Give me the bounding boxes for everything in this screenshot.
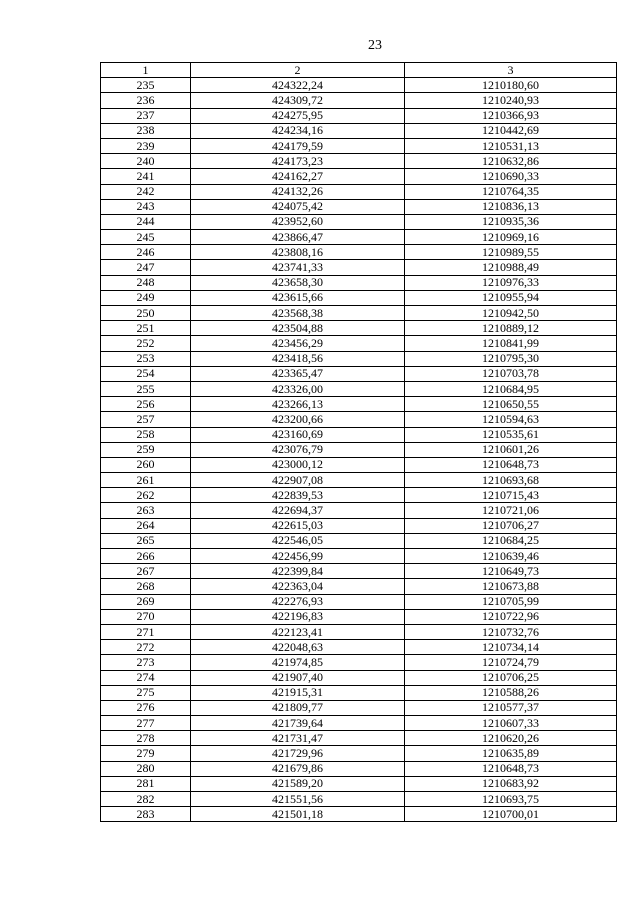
table-cell-col-3: 1210942,50	[405, 306, 617, 321]
table-row	[101, 488, 617, 503]
table-cell-col-2: 423365,47	[191, 366, 405, 381]
table-cell-col-2: 422123,41	[191, 624, 405, 639]
table-header	[101, 63, 617, 78]
table-cell-col-1: 274	[101, 670, 191, 685]
table-cell-col-3: 1210649,73	[405, 564, 617, 579]
table-cell-col-1: 275	[101, 685, 191, 700]
table-row	[101, 154, 617, 169]
table-cell-col-1: 237	[101, 108, 191, 123]
column-header-1: 1	[101, 63, 191, 78]
table-cell-col-2: 421551,56	[191, 792, 405, 807]
table-row	[101, 397, 617, 412]
table-row	[101, 776, 617, 791]
table-cell-col-3: 1210632,86	[405, 154, 617, 169]
table-cell-col-1: 279	[101, 746, 191, 761]
table-cell-col-2: 423266,13	[191, 397, 405, 412]
table-cell-col-3: 1210693,68	[405, 473, 617, 488]
table-cell-col-1: 244	[101, 214, 191, 229]
table-cell-col-3: 1210764,35	[405, 184, 617, 199]
table-cell-col-3: 1210240,93	[405, 93, 617, 108]
table-cell-col-3: 1210531,13	[405, 138, 617, 153]
table-cell-col-2: 422615,03	[191, 518, 405, 533]
table-cell-col-2: 423504,88	[191, 321, 405, 336]
table-row	[101, 670, 617, 685]
table-row	[101, 169, 617, 184]
table-cell-col-2: 423568,38	[191, 306, 405, 321]
table-row	[101, 518, 617, 533]
table-cell-col-2: 424234,16	[191, 123, 405, 138]
table-cell-col-1: 246	[101, 245, 191, 260]
table-cell-col-2: 421731,47	[191, 731, 405, 746]
table-cell-col-2: 424309,72	[191, 93, 405, 108]
table-row	[101, 807, 617, 822]
table-cell-col-3: 1210684,25	[405, 533, 617, 548]
table-cell-col-1: 263	[101, 503, 191, 518]
table-cell-col-2: 423000,12	[191, 457, 405, 472]
table-cell-col-3: 1210724,79	[405, 655, 617, 670]
table-cell-col-2: 423952,60	[191, 214, 405, 229]
table-cell-col-2: 423658,30	[191, 275, 405, 290]
table-cell-col-3: 1210955,94	[405, 290, 617, 305]
table-cell-col-1: 261	[101, 473, 191, 488]
table-cell-col-3: 1210366,93	[405, 108, 617, 123]
table-cell-col-2: 423866,47	[191, 230, 405, 245]
table-row	[101, 275, 617, 290]
table-row	[101, 716, 617, 731]
table-row	[101, 533, 617, 548]
table-cell-col-3: 1210715,43	[405, 488, 617, 503]
table-cell-col-1: 272	[101, 640, 191, 655]
page-number: 23	[368, 38, 382, 53]
table-cell-col-2: 423615,66	[191, 290, 405, 305]
table-cell-col-3: 1210620,26	[405, 731, 617, 746]
table-cell-col-1: 271	[101, 624, 191, 639]
table-row	[101, 640, 617, 655]
table-row	[101, 138, 617, 153]
table-cell-col-2: 423808,16	[191, 245, 405, 260]
table-cell-col-1: 236	[101, 93, 191, 108]
table-cell-col-3: 1210588,26	[405, 685, 617, 700]
table-cell-col-1: 265	[101, 533, 191, 548]
table-row	[101, 230, 617, 245]
table-cell-col-2: 423326,00	[191, 381, 405, 396]
table-cell-col-1: 254	[101, 366, 191, 381]
table-row	[101, 260, 617, 275]
table-cell-col-2: 424162,27	[191, 169, 405, 184]
table-row	[101, 579, 617, 594]
table-cell-col-1: 268	[101, 579, 191, 594]
table-cell-col-3: 1210969,16	[405, 230, 617, 245]
table-cell-col-1: 238	[101, 123, 191, 138]
table-cell-col-1: 269	[101, 594, 191, 609]
table-cell-col-3: 1210594,63	[405, 412, 617, 427]
table-cell-col-2: 424275,95	[191, 108, 405, 123]
table-cell-col-1: 262	[101, 488, 191, 503]
table-cell-col-2: 421739,64	[191, 716, 405, 731]
table-cell-col-3: 1210673,88	[405, 579, 617, 594]
table-cell-col-3: 1210703,78	[405, 366, 617, 381]
table-row	[101, 381, 617, 396]
table-cell-col-3: 1210535,61	[405, 427, 617, 442]
table-cell-col-3: 1210976,33	[405, 275, 617, 290]
table-row	[101, 473, 617, 488]
table-cell-col-1: 252	[101, 336, 191, 351]
table-cell-col-1: 241	[101, 169, 191, 184]
column-header-2: 2	[191, 63, 405, 78]
table-cell-col-1: 242	[101, 184, 191, 199]
table-cell-col-3: 1210650,55	[405, 397, 617, 412]
table-cell-col-1: 273	[101, 655, 191, 670]
table-cell-col-3: 1210690,33	[405, 169, 617, 184]
table-cell-col-1: 283	[101, 807, 191, 822]
table-row	[101, 609, 617, 624]
table-cell-col-2: 424173,23	[191, 154, 405, 169]
table-cell-col-1: 267	[101, 564, 191, 579]
table-row	[101, 731, 617, 746]
table-cell-col-1: 240	[101, 154, 191, 169]
table-cell-col-3: 1210180,60	[405, 78, 617, 93]
table-cell-col-2: 422363,04	[191, 579, 405, 594]
column-header-3: 3	[405, 63, 617, 78]
table-cell-col-1: 276	[101, 700, 191, 715]
table-cell-col-2: 421679,86	[191, 761, 405, 776]
table-cell-col-2: 421907,40	[191, 670, 405, 685]
table-row	[101, 214, 617, 229]
table-row	[101, 78, 617, 93]
table-cell-col-1: 256	[101, 397, 191, 412]
table-cell-col-1: 251	[101, 321, 191, 336]
table-cell-col-1: 243	[101, 199, 191, 214]
table-cell-col-2: 422276,93	[191, 594, 405, 609]
table-row	[101, 700, 617, 715]
table-row	[101, 108, 617, 123]
table-cell-col-3: 1210989,55	[405, 245, 617, 260]
table-cell-col-2: 422196,83	[191, 609, 405, 624]
table-cell-col-2: 421809,77	[191, 700, 405, 715]
table-row	[101, 412, 617, 427]
table-row	[101, 564, 617, 579]
table-cell-col-1: 239	[101, 138, 191, 153]
table-cell-col-2: 424179,59	[191, 138, 405, 153]
table-cell-col-1: 259	[101, 442, 191, 457]
table-row	[101, 624, 617, 639]
table-row	[101, 321, 617, 336]
table-cell-col-2: 423418,56	[191, 351, 405, 366]
table-row	[101, 655, 617, 670]
table-row	[101, 336, 617, 351]
table-cell-col-3: 1210836,13	[405, 199, 617, 214]
table-cell-col-3: 1210648,73	[405, 457, 617, 472]
table-row	[101, 366, 617, 381]
table-cell-col-1: 270	[101, 609, 191, 624]
table-cell-col-3: 1210732,76	[405, 624, 617, 639]
table-cell-col-2: 422456,99	[191, 549, 405, 564]
table-cell-col-3: 1210683,92	[405, 776, 617, 791]
table-cell-col-2: 422907,08	[191, 473, 405, 488]
table-cell-col-3: 1210639,46	[405, 549, 617, 564]
table-cell-col-2: 421915,31	[191, 685, 405, 700]
table-cell-col-1: 281	[101, 776, 191, 791]
table-cell-col-3: 1210722,96	[405, 609, 617, 624]
table-cell-col-1: 264	[101, 518, 191, 533]
table-cell-col-2: 423741,33	[191, 260, 405, 275]
table-cell-col-1: 258	[101, 427, 191, 442]
table-row	[101, 594, 617, 609]
table-cell-col-1: 260	[101, 457, 191, 472]
table-cell-col-2: 423160,69	[191, 427, 405, 442]
table-row	[101, 503, 617, 518]
table-cell-col-3: 1210693,75	[405, 792, 617, 807]
table-row	[101, 457, 617, 472]
table-cell-col-1: 253	[101, 351, 191, 366]
table-cell-col-1: 249	[101, 290, 191, 305]
table-header-row	[101, 63, 617, 78]
table-cell-col-2: 424322,24	[191, 78, 405, 93]
table-cell-col-2: 422839,53	[191, 488, 405, 503]
table-row	[101, 685, 617, 700]
table-row	[101, 306, 617, 321]
table-row	[101, 746, 617, 761]
table-row	[101, 549, 617, 564]
table-row	[101, 184, 617, 199]
table-cell-col-2: 424132,26	[191, 184, 405, 199]
table-row	[101, 123, 617, 138]
table-cell-col-2: 423076,79	[191, 442, 405, 457]
table-row	[101, 93, 617, 108]
table-row	[101, 427, 617, 442]
table-cell-col-1: 255	[101, 381, 191, 396]
table-cell-col-1: 257	[101, 412, 191, 427]
table-cell-col-2: 423456,29	[191, 336, 405, 351]
table-cell-col-2: 421501,18	[191, 807, 405, 822]
table-row	[101, 351, 617, 366]
table-cell-col-2: 422694,37	[191, 503, 405, 518]
table-cell-col-1: 235	[101, 78, 191, 93]
table-cell-col-2: 422399,84	[191, 564, 405, 579]
table-cell-col-3: 1210700,01	[405, 807, 617, 822]
table-cell-col-2: 424075,42	[191, 199, 405, 214]
table-row	[101, 792, 617, 807]
table-cell-col-3: 1210841,99	[405, 336, 617, 351]
table-row	[101, 199, 617, 214]
table-cell-col-1: 277	[101, 716, 191, 731]
table-row	[101, 290, 617, 305]
table-cell-col-3: 1210988,49	[405, 260, 617, 275]
table-cell-col-2: 421974,85	[191, 655, 405, 670]
table-cell-col-3: 1210889,12	[405, 321, 617, 336]
table-cell-col-3: 1210577,37	[405, 700, 617, 715]
table-cell-col-2: 422048,63	[191, 640, 405, 655]
table-row	[101, 761, 617, 776]
table-cell-col-1: 247	[101, 260, 191, 275]
table-cell-col-3: 1210635,89	[405, 746, 617, 761]
table-cell-col-1: 248	[101, 275, 191, 290]
table-cell-col-3: 1210601,26	[405, 442, 617, 457]
table-cell-col-1: 280	[101, 761, 191, 776]
table-cell-col-3: 1210684,95	[405, 381, 617, 396]
table-body	[101, 78, 617, 822]
table-cell-col-3: 1210706,27	[405, 518, 617, 533]
table-cell-col-3: 1210705,99	[405, 594, 617, 609]
table-cell-col-3: 1210442,69	[405, 123, 617, 138]
table-cell-col-3: 1210607,33	[405, 716, 617, 731]
table-cell-col-2: 422546,05	[191, 533, 405, 548]
table-cell-col-3: 1210706,25	[405, 670, 617, 685]
table-cell-col-1: 278	[101, 731, 191, 746]
table-row	[101, 245, 617, 260]
table-cell-col-3: 1210734,14	[405, 640, 617, 655]
table-cell-col-1: 245	[101, 230, 191, 245]
table-cell-col-3: 1210721,06	[405, 503, 617, 518]
table-cell-col-2: 421589,20	[191, 776, 405, 791]
table-row	[101, 442, 617, 457]
table-cell-col-3: 1210935,36	[405, 214, 617, 229]
table-cell-col-2: 423200,66	[191, 412, 405, 427]
table-cell-col-1: 282	[101, 792, 191, 807]
table-cell-col-3: 1210795,30	[405, 351, 617, 366]
table-cell-col-3: 1210648,73	[405, 761, 617, 776]
coordinates-table	[100, 62, 617, 822]
table-cell-col-1: 250	[101, 306, 191, 321]
table-cell-col-2: 421729,96	[191, 746, 405, 761]
table-cell-col-1: 266	[101, 549, 191, 564]
